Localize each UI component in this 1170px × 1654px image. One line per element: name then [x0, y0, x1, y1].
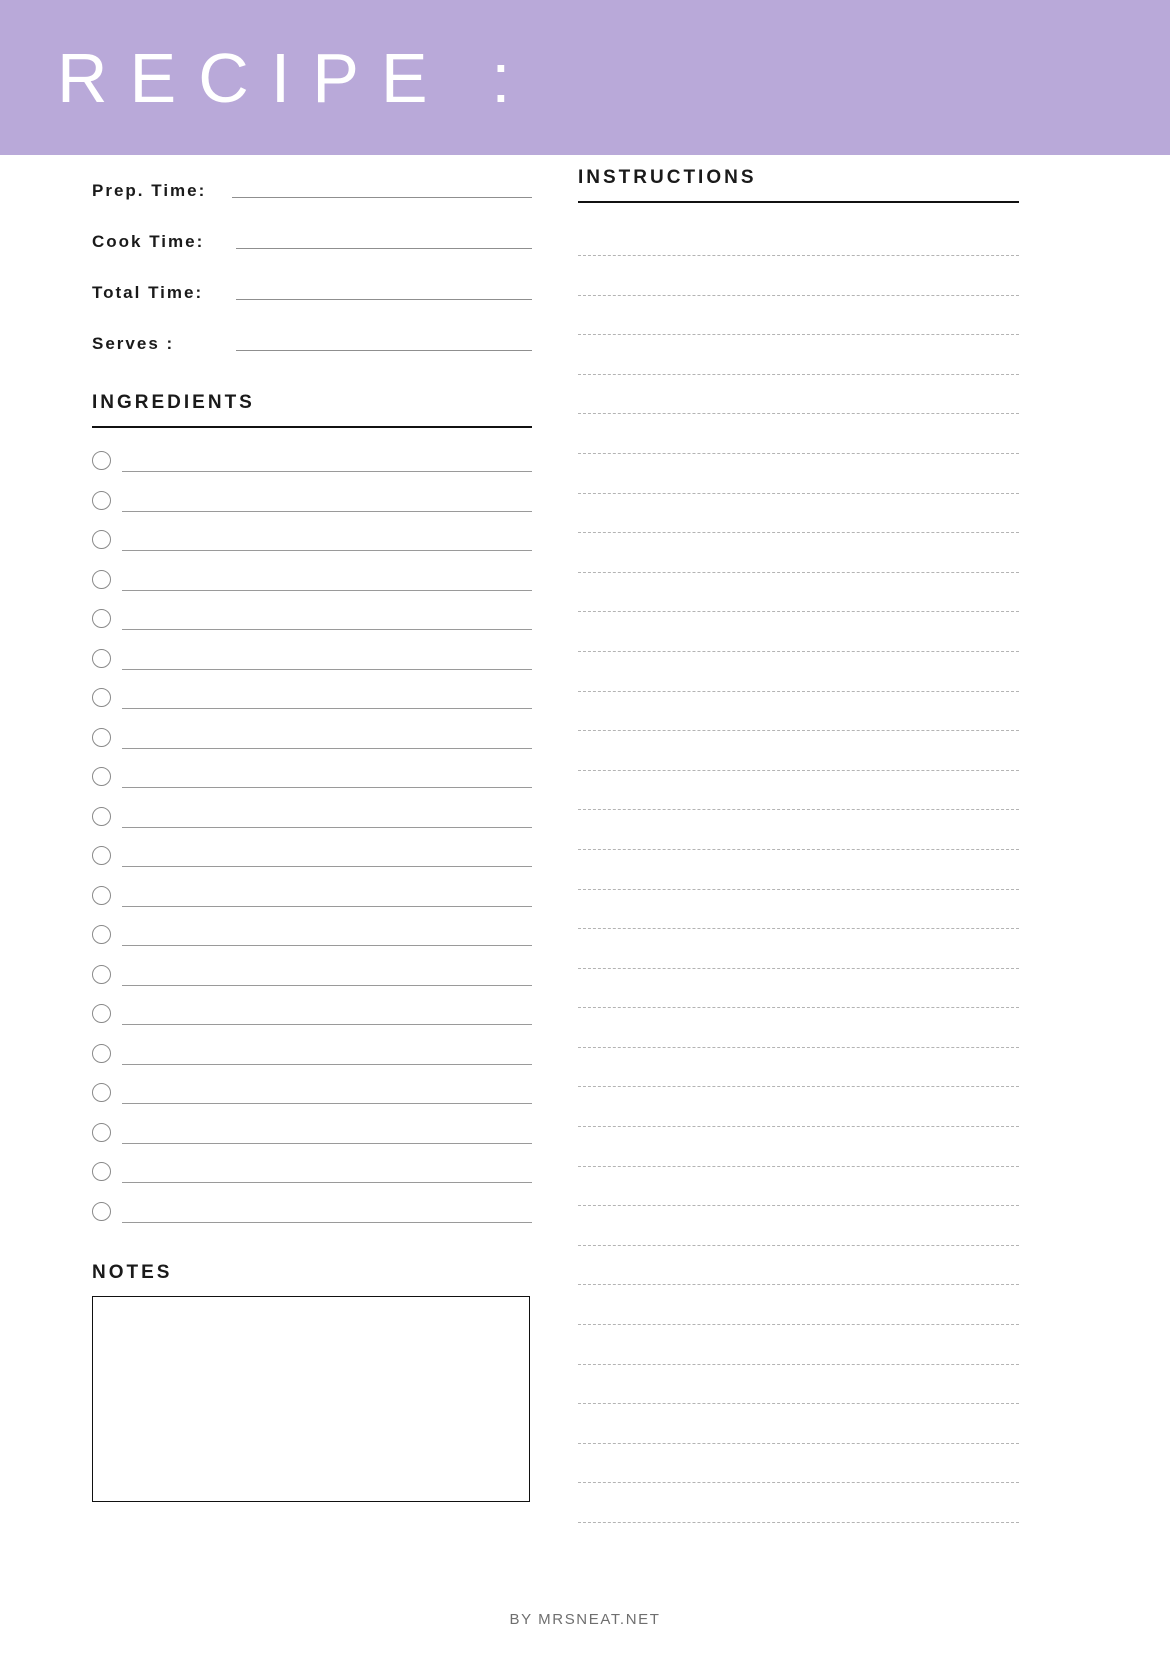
ingredient-row[interactable]: [92, 837, 532, 877]
instruction-row[interactable]: [578, 1254, 1019, 1294]
checkbox-circle-icon[interactable]: [92, 807, 111, 826]
instruction-write-line[interactable]: [578, 295, 1019, 296]
field-label: Serves :: [92, 334, 175, 353]
instruction-row[interactable]: [578, 581, 1019, 621]
instruction-row[interactable]: [578, 1492, 1019, 1532]
ingredient-write-line[interactable]: [122, 827, 532, 828]
instruction-row[interactable]: [578, 700, 1019, 740]
ingredient-row[interactable]: [92, 482, 532, 522]
page-body: [0, 155, 1170, 1654]
instruction-write-line[interactable]: [578, 809, 1019, 810]
checkbox-circle-icon[interactable]: [92, 688, 111, 707]
instruction-row[interactable]: [578, 1056, 1019, 1096]
ingredients-rule: [92, 426, 532, 428]
checkbox-circle-icon[interactable]: [92, 609, 111, 628]
ingredient-write-line[interactable]: [122, 590, 532, 591]
checkbox-circle-icon[interactable]: [92, 925, 111, 944]
ingredient-write-line[interactable]: [122, 1222, 532, 1223]
instruction-write-line[interactable]: [578, 334, 1019, 335]
ingredient-row[interactable]: [92, 798, 532, 838]
field-write-line[interactable]: [236, 350, 532, 351]
instruction-row[interactable]: [578, 1017, 1019, 1057]
checkbox-circle-icon[interactable]: [92, 1202, 111, 1221]
ingredient-row[interactable]: [92, 521, 532, 561]
checkbox-circle-icon[interactable]: [92, 451, 111, 470]
field-write-line[interactable]: [236, 299, 532, 300]
instruction-row[interactable]: [578, 779, 1019, 819]
instruction-row[interactable]: [578, 1096, 1019, 1136]
instruction-write-line[interactable]: [578, 1284, 1019, 1285]
checkbox-circle-icon[interactable]: [92, 491, 111, 510]
instructions-heading: INSTRUCTIONS: [578, 167, 757, 188]
instruction-row[interactable]: [578, 463, 1019, 503]
ingredient-write-line[interactable]: [122, 866, 532, 867]
instruction-row[interactable]: [578, 1413, 1019, 1453]
instruction-write-line[interactable]: [578, 1126, 1019, 1127]
ingredient-row[interactable]: [92, 877, 532, 917]
instruction-row[interactable]: [578, 859, 1019, 899]
instruction-row[interactable]: [578, 225, 1019, 265]
instruction-row[interactable]: [578, 898, 1019, 938]
notes-heading-block: [92, 1262, 532, 1288]
instruction-row[interactable]: [578, 1452, 1019, 1492]
instructions-heading-block: [578, 167, 1019, 203]
checkbox-circle-icon[interactable]: [92, 530, 111, 549]
instruction-row[interactable]: [578, 740, 1019, 780]
ingredient-row[interactable]: [92, 1074, 532, 1114]
field-write-line[interactable]: [232, 197, 532, 198]
instruction-write-line[interactable]: [578, 611, 1019, 612]
instruction-row[interactable]: [578, 621, 1019, 661]
instruction-write-line[interactable]: [578, 1166, 1019, 1167]
instruction-row[interactable]: [578, 423, 1019, 463]
ingredient-row[interactable]: [92, 1153, 532, 1193]
ingredient-row[interactable]: [92, 995, 532, 1035]
instruction-write-line[interactable]: [578, 413, 1019, 414]
ingredient-row[interactable]: [92, 640, 532, 680]
checkbox-circle-icon[interactable]: [92, 1004, 111, 1023]
ingredient-row[interactable]: [92, 916, 532, 956]
ingredient-row[interactable]: [92, 1114, 532, 1154]
instruction-write-line[interactable]: [578, 572, 1019, 573]
checkbox-circle-icon[interactable]: [92, 649, 111, 668]
ingredient-write-line[interactable]: [122, 1024, 532, 1025]
field-cook-time[interactable]: [92, 206, 532, 257]
ingredient-write-line[interactable]: [122, 1143, 532, 1144]
instruction-row[interactable]: [578, 1175, 1019, 1215]
instruction-write-line[interactable]: [578, 889, 1019, 890]
instruction-write-line[interactable]: [578, 453, 1019, 454]
checkbox-circle-icon[interactable]: [92, 846, 111, 865]
instruction-write-line[interactable]: [578, 849, 1019, 850]
instruction-row[interactable]: [578, 383, 1019, 423]
instruction-write-line[interactable]: [578, 730, 1019, 731]
instruction-row[interactable]: [578, 1136, 1019, 1176]
notes-heading: NOTES: [92, 1262, 173, 1283]
instruction-write-line[interactable]: [578, 1364, 1019, 1365]
field-total-time[interactable]: [92, 257, 532, 308]
instruction-write-line[interactable]: [578, 493, 1019, 494]
instruction-write-line[interactable]: [578, 651, 1019, 652]
page-header: [0, 0, 1170, 155]
instruction-write-line[interactable]: [578, 1482, 1019, 1483]
checkbox-circle-icon[interactable]: [92, 767, 111, 786]
instructions-lines: [578, 225, 1019, 1532]
ingredient-row[interactable]: [92, 679, 532, 719]
ingredient-write-line[interactable]: [122, 945, 532, 946]
instruction-row[interactable]: [578, 1215, 1019, 1255]
ingredient-write-line[interactable]: [122, 1064, 532, 1065]
notes-box[interactable]: [92, 1296, 530, 1502]
instruction-write-line[interactable]: [578, 1245, 1019, 1246]
instruction-write-line[interactable]: [578, 374, 1019, 375]
checkbox-circle-icon[interactable]: [92, 1162, 111, 1181]
instruction-write-line[interactable]: [578, 770, 1019, 771]
ingredients-heading: INGREDIENTS: [92, 392, 255, 413]
ingredient-row[interactable]: [92, 561, 532, 601]
instruction-row[interactable]: [578, 1334, 1019, 1374]
instruction-row[interactable]: [578, 938, 1019, 978]
instruction-write-line[interactable]: [578, 532, 1019, 533]
ingredient-write-line[interactable]: [122, 985, 532, 986]
field-prep-time[interactable]: [92, 155, 532, 206]
checkbox-circle-icon[interactable]: [92, 886, 111, 905]
ingredient-row[interactable]: [92, 600, 532, 640]
ingredient-write-line[interactable]: [122, 787, 532, 788]
instruction-row[interactable]: [578, 304, 1019, 344]
instruction-write-line[interactable]: [578, 255, 1019, 256]
ingredient-row[interactable]: [92, 956, 532, 996]
instruction-row[interactable]: [578, 977, 1019, 1017]
ingredient-write-line[interactable]: [122, 1182, 532, 1183]
field-label: Prep. Time:: [92, 181, 207, 200]
ingredient-row[interactable]: [92, 442, 532, 482]
right-column: [578, 167, 1019, 1532]
instruction-write-line[interactable]: [578, 1047, 1019, 1048]
instruction-write-line[interactable]: [578, 1086, 1019, 1087]
ingredient-row[interactable]: [92, 719, 532, 759]
checkbox-circle-icon[interactable]: [92, 1044, 111, 1063]
checkbox-circle-icon[interactable]: [92, 570, 111, 589]
page-title: RECIPE :: [57, 39, 533, 117]
instruction-row[interactable]: [578, 542, 1019, 582]
field-label: Total Time:: [92, 283, 204, 302]
ingredient-write-line[interactable]: [122, 1103, 532, 1104]
ingredient-row[interactable]: [92, 758, 532, 798]
ingredient-write-line[interactable]: [122, 748, 532, 749]
field-write-line[interactable]: [236, 248, 532, 249]
instruction-write-line[interactable]: [578, 1522, 1019, 1523]
ingredients-list: [92, 442, 532, 1232]
ingredient-row[interactable]: [92, 1193, 532, 1233]
instruction-row[interactable]: [578, 819, 1019, 859]
ingredient-write-line[interactable]: [122, 511, 532, 512]
instruction-row[interactable]: [578, 344, 1019, 384]
instruction-write-line[interactable]: [578, 1443, 1019, 1444]
field-serves[interactable]: [92, 308, 532, 359]
ingredient-write-line[interactable]: [122, 906, 532, 907]
ingredient-write-line[interactable]: [122, 550, 532, 551]
ingredient-row[interactable]: [92, 1035, 532, 1075]
instruction-row[interactable]: [578, 1294, 1019, 1334]
instruction-write-line[interactable]: [578, 1324, 1019, 1325]
ingredient-write-line[interactable]: [122, 669, 532, 670]
ingredient-write-line[interactable]: [122, 629, 532, 630]
checkbox-circle-icon[interactable]: [92, 1123, 111, 1142]
instructions-rule: [578, 201, 1019, 203]
instruction-write-line[interactable]: [578, 1205, 1019, 1206]
instruction-write-line[interactable]: [578, 928, 1019, 929]
field-label: Cook Time:: [92, 232, 205, 251]
checkbox-circle-icon[interactable]: [92, 965, 111, 984]
instruction-write-line[interactable]: [578, 691, 1019, 692]
instruction-row[interactable]: [578, 1373, 1019, 1413]
ingredient-write-line[interactable]: [122, 471, 532, 472]
checkbox-circle-icon[interactable]: [92, 1083, 111, 1102]
ingredients-heading-block: [92, 392, 532, 428]
left-column: [92, 155, 532, 1502]
footer-credit: BY MRSNEAT.NET: [509, 1611, 661, 1628]
instruction-row[interactable]: [578, 661, 1019, 701]
instruction-row[interactable]: [578, 502, 1019, 542]
instruction-write-line[interactable]: [578, 1403, 1019, 1404]
ingredient-write-line[interactable]: [122, 708, 532, 709]
checkbox-circle-icon[interactable]: [92, 728, 111, 747]
instruction-write-line[interactable]: [578, 968, 1019, 969]
instruction-row[interactable]: [578, 265, 1019, 305]
instruction-write-line[interactable]: [578, 1007, 1019, 1008]
